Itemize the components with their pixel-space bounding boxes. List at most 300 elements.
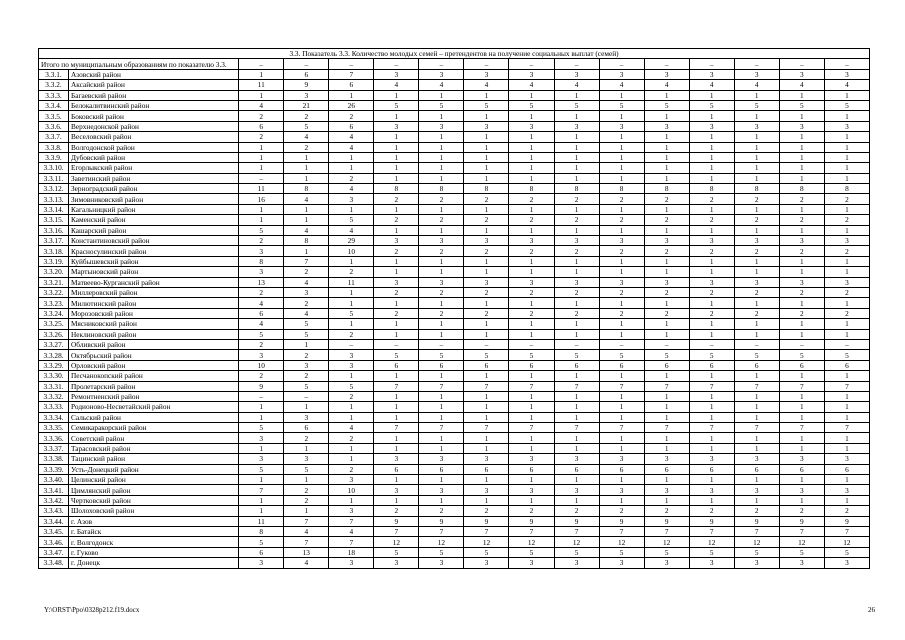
cell-value: 1 — [239, 204, 284, 214]
cell-value: 3 — [419, 277, 464, 287]
cell-value: 3 — [689, 485, 734, 495]
cell-value: 1 — [419, 256, 464, 266]
cell-value: 2 — [779, 194, 824, 204]
cell-value: 1 — [734, 142, 779, 152]
cell-value: 1 — [644, 433, 689, 443]
cell-value: 3 — [734, 69, 779, 79]
cell-value: 3 — [464, 277, 509, 287]
cell-value: 2 — [329, 464, 374, 474]
cell-value: 2 — [284, 111, 329, 121]
cell-value: 1 — [824, 391, 869, 401]
cell-value: 1 — [329, 298, 374, 308]
table-row — [39, 111, 870, 121]
cell-value: 7 — [464, 526, 509, 536]
cell-value: 3 — [599, 236, 644, 246]
cell-value: 1 — [329, 412, 374, 422]
cell-value: 1 — [689, 173, 734, 183]
cell-value: 1 — [329, 256, 374, 266]
cell-value: – — [239, 391, 284, 401]
cell-value: 5 — [554, 100, 599, 110]
cell-value: 1 — [554, 142, 599, 152]
cell-value: – — [689, 339, 734, 349]
cell-value: 3 — [734, 121, 779, 131]
cell-value: 5 — [509, 100, 554, 110]
row-number: 3.3.42. — [39, 495, 69, 505]
cell-value: 6 — [239, 547, 284, 557]
cell-value: 2 — [284, 267, 329, 277]
cell-value: 2 — [509, 246, 554, 256]
municipality-name: Тарасовский район — [69, 443, 239, 453]
cell-value: 3 — [644, 121, 689, 131]
cell-value: 5 — [464, 100, 509, 110]
cell-value: 1 — [824, 173, 869, 183]
row-number: 3.3.9. — [39, 152, 69, 162]
cell-value: 1 — [419, 475, 464, 485]
cell-value: 6 — [824, 464, 869, 474]
municipality-name: Советский район — [69, 433, 239, 443]
cell-value: – — [419, 339, 464, 349]
cell-value: 1 — [599, 443, 644, 453]
municipality-name: Семикаракорский район — [69, 423, 239, 433]
cell-value: 1 — [374, 433, 419, 443]
cell-value: 1 — [329, 319, 374, 329]
row-number: 3.3.20. — [39, 267, 69, 277]
cell-value: 3 — [644, 558, 689, 568]
cell-value: 6 — [419, 464, 464, 474]
cell-value: 2 — [734, 506, 779, 516]
cell-value: 3 — [644, 236, 689, 246]
municipality-name: Белокалитвинский район — [69, 100, 239, 110]
cell-value: 2 — [284, 495, 329, 505]
cell-value: 1 — [779, 329, 824, 339]
table-row — [39, 215, 870, 225]
cell-value: 12 — [554, 537, 599, 547]
cell-value: 1 — [779, 111, 824, 121]
cell-value: 1 — [779, 163, 824, 173]
cell-value: 3 — [329, 350, 374, 360]
cell-value: 1 — [554, 402, 599, 412]
municipality-name: Октябрьский район — [69, 350, 239, 360]
cell-value: 1 — [689, 90, 734, 100]
cell-value: – — [374, 339, 419, 349]
cell-value: 6 — [689, 360, 734, 370]
row-number: 3.3.28. — [39, 350, 69, 360]
cell-value: 4 — [329, 225, 374, 235]
cell-value: 1 — [779, 391, 824, 401]
cell-value: 1 — [779, 402, 824, 412]
cell-value: 1 — [644, 371, 689, 381]
cell-value: 1 — [824, 256, 869, 266]
cell-value: 5 — [374, 547, 419, 557]
cell-value: 1 — [554, 111, 599, 121]
cell-value: 3 — [779, 454, 824, 464]
cell-value: 4 — [509, 80, 554, 90]
cell-value: 1 — [419, 111, 464, 121]
cell-value: 5 — [779, 350, 824, 360]
cell-value: 1 — [329, 454, 374, 464]
cell-value: 2 — [644, 194, 689, 204]
cell-value: 1 — [374, 443, 419, 453]
cell-value: 1 — [734, 256, 779, 266]
cell-value: 1 — [374, 173, 419, 183]
cell-value: 6 — [374, 360, 419, 370]
cell-value: 7 — [419, 381, 464, 391]
cell-value: 2 — [824, 287, 869, 297]
cell-value: 3 — [464, 121, 509, 131]
table-row — [39, 547, 870, 557]
cell-value: 5 — [554, 350, 599, 360]
cell-value: 3 — [824, 558, 869, 568]
cell-value: 2 — [824, 506, 869, 516]
total-value: – — [734, 59, 779, 69]
cell-value: 1 — [599, 111, 644, 121]
row-number: 3.3.4. — [39, 100, 69, 110]
cell-value: 1 — [734, 371, 779, 381]
cell-value: 1 — [509, 298, 554, 308]
cell-value: 1 — [824, 329, 869, 339]
cell-value: 1 — [599, 90, 644, 100]
cell-value: 8 — [419, 184, 464, 194]
cell-value: 4 — [419, 80, 464, 90]
cell-value: 2 — [239, 236, 284, 246]
table-row — [39, 121, 870, 131]
cell-value: 6 — [779, 464, 824, 474]
cell-value: 7 — [554, 381, 599, 391]
cell-value: 7 — [374, 381, 419, 391]
row-number: 3.3.40. — [39, 475, 69, 485]
cell-value: 1 — [239, 163, 284, 173]
cell-value: 1 — [239, 495, 284, 505]
cell-value: 1 — [509, 173, 554, 183]
cell-value: 1 — [464, 495, 509, 505]
cell-value: 2 — [284, 350, 329, 360]
cell-value: 5 — [644, 100, 689, 110]
cell-value: – — [599, 339, 644, 349]
cell-value: 1 — [644, 412, 689, 422]
cell-value: 7 — [509, 526, 554, 536]
cell-value: 1 — [509, 495, 554, 505]
cell-value: 1 — [824, 152, 869, 162]
cell-value: 1 — [419, 443, 464, 453]
cell-value: 1 — [554, 443, 599, 453]
cell-value: 1 — [779, 132, 824, 142]
cell-value: 1 — [284, 204, 329, 214]
cell-value: 7 — [734, 423, 779, 433]
cell-value: 1 — [464, 173, 509, 183]
cell-value: 2 — [779, 506, 824, 516]
cell-value: 1 — [284, 506, 329, 516]
cell-value: 16 — [239, 194, 284, 204]
row-number: 3.3.45. — [39, 526, 69, 536]
cell-value: 1 — [599, 433, 644, 443]
cell-value: 1 — [464, 402, 509, 412]
cell-value: 5 — [329, 381, 374, 391]
cell-value: 12 — [599, 537, 644, 547]
cell-value: 5 — [464, 350, 509, 360]
cell-value: 2 — [779, 287, 824, 297]
cell-value: 1 — [554, 225, 599, 235]
cell-value: 3 — [599, 69, 644, 79]
cell-value: 1 — [779, 267, 824, 277]
cell-value: 1 — [824, 225, 869, 235]
cell-value: 1 — [239, 90, 284, 100]
cell-value: 1 — [644, 475, 689, 485]
cell-value: 2 — [419, 506, 464, 516]
cell-value: 4 — [779, 80, 824, 90]
cell-value: 1 — [689, 391, 734, 401]
row-number: 3.3.24. — [39, 308, 69, 318]
cell-value: 10 — [329, 246, 374, 256]
cell-value: 1 — [779, 204, 824, 214]
cell-value: 1 — [689, 329, 734, 339]
municipality-name: Целинский район — [69, 475, 239, 485]
municipality-name: Шолоховский район — [69, 506, 239, 516]
cell-value: 1 — [419, 225, 464, 235]
cell-value: 5 — [329, 215, 374, 225]
cell-value: 2 — [644, 215, 689, 225]
cell-value: 1 — [419, 132, 464, 142]
cell-value: 4 — [284, 558, 329, 568]
table-row — [39, 360, 870, 370]
cell-value: 12 — [779, 537, 824, 547]
cell-value: 3 — [419, 485, 464, 495]
cell-value: 6 — [464, 360, 509, 370]
cell-value: 3 — [239, 558, 284, 568]
cell-value: 3 — [464, 485, 509, 495]
cell-value: 3 — [689, 69, 734, 79]
cell-value: 3 — [644, 454, 689, 464]
cell-value: 7 — [734, 526, 779, 536]
cell-value: 1 — [329, 371, 374, 381]
cell-value: 1 — [284, 246, 329, 256]
cell-value: 1 — [374, 111, 419, 121]
table-row — [39, 339, 870, 349]
cell-value: 6 — [374, 464, 419, 474]
table-row — [39, 69, 870, 79]
cell-value: 5 — [419, 547, 464, 557]
cell-value: 5 — [599, 547, 644, 557]
cell-value: 10 — [329, 485, 374, 495]
cell-value: 2 — [824, 308, 869, 318]
cell-value: 9 — [779, 516, 824, 526]
cell-value: 4 — [284, 132, 329, 142]
cell-value: 3 — [554, 485, 599, 495]
cell-value: 12 — [734, 537, 779, 547]
cell-value: 9 — [374, 516, 419, 526]
cell-value: 2 — [689, 194, 734, 204]
row-number: 3.3.6. — [39, 121, 69, 131]
cell-value: 1 — [464, 371, 509, 381]
cell-value: 1 — [374, 142, 419, 152]
row-number: 3.3.17. — [39, 236, 69, 246]
row-number: 3.3.3. — [39, 90, 69, 100]
cell-value: 1 — [554, 329, 599, 339]
cell-value: 12 — [824, 537, 869, 547]
table-row — [39, 204, 870, 214]
cell-value: 1 — [824, 132, 869, 142]
cell-value: 1 — [374, 371, 419, 381]
cell-value: 2 — [374, 506, 419, 516]
table-row — [39, 142, 870, 152]
municipality-name: Дубовский район — [69, 152, 239, 162]
cell-value: 1 — [779, 433, 824, 443]
table-row — [39, 495, 870, 505]
cell-value: 3 — [374, 485, 419, 495]
cell-value: 4 — [239, 319, 284, 329]
cell-value: – — [509, 339, 554, 349]
cell-value: 3 — [239, 350, 284, 360]
table-row — [39, 152, 870, 162]
cell-value: 3 — [644, 69, 689, 79]
cell-value: 1 — [734, 173, 779, 183]
cell-value: 1 — [734, 298, 779, 308]
cell-value: 1 — [464, 443, 509, 453]
cell-value: 2 — [554, 308, 599, 318]
total-value: – — [599, 59, 644, 69]
cell-value: 1 — [644, 256, 689, 266]
cell-value: 2 — [239, 371, 284, 381]
table-row — [39, 475, 870, 485]
cell-value: 3 — [464, 236, 509, 246]
cell-value: 3 — [419, 236, 464, 246]
cell-value: 8 — [284, 236, 329, 246]
cell-value: 5 — [284, 319, 329, 329]
cell-value: 3 — [734, 454, 779, 464]
cell-value: 6 — [329, 121, 374, 131]
row-number: 3.3.8. — [39, 142, 69, 152]
cell-value: 3 — [509, 454, 554, 464]
cell-value: – — [734, 339, 779, 349]
cell-value: 11 — [239, 516, 284, 526]
cell-value: 2 — [509, 308, 554, 318]
municipality-name: Усть-Донецкий район — [69, 464, 239, 474]
row-number: 3.3.7. — [39, 132, 69, 142]
cell-value: 3 — [824, 121, 869, 131]
cell-value: 2 — [374, 246, 419, 256]
municipality-name: Верхнедонской район — [69, 121, 239, 131]
row-number: 3.3.14. — [39, 204, 69, 214]
cell-value: 7 — [644, 423, 689, 433]
municipality-name: Обливский район — [69, 339, 239, 349]
cell-value: – — [464, 339, 509, 349]
footer-page-number: 26 — [868, 606, 875, 614]
cell-value: 6 — [824, 360, 869, 370]
cell-value: 3 — [464, 454, 509, 464]
cell-value: 1 — [644, 152, 689, 162]
cell-value: 1 — [734, 443, 779, 453]
cell-value: 2 — [734, 194, 779, 204]
cell-value: 2 — [599, 215, 644, 225]
total-value: – — [239, 59, 284, 69]
cell-value: 9 — [554, 516, 599, 526]
cell-value: 1 — [419, 90, 464, 100]
cell-value: 1 — [689, 433, 734, 443]
cell-value: 1 — [599, 412, 644, 422]
cell-value: 1 — [464, 152, 509, 162]
cell-value: 9 — [419, 516, 464, 526]
cell-value: 7 — [599, 381, 644, 391]
cell-value: 1 — [509, 433, 554, 443]
cell-value: 1 — [689, 225, 734, 235]
municipality-name: Пролетарский район — [69, 381, 239, 391]
cell-value: 6 — [644, 464, 689, 474]
municipality-name: г. Батайск — [69, 526, 239, 536]
cell-value: 1 — [419, 412, 464, 422]
cell-value: 3 — [779, 121, 824, 131]
cell-value: 1 — [374, 225, 419, 235]
cell-value: 3 — [734, 558, 779, 568]
cell-value: – — [239, 173, 284, 183]
cell-value: 3 — [824, 236, 869, 246]
cell-value: 3 — [824, 69, 869, 79]
municipality-name: Миллеровский район — [69, 287, 239, 297]
cell-value: 1 — [509, 152, 554, 162]
cell-value: 5 — [734, 547, 779, 557]
cell-value: 7 — [329, 516, 374, 526]
row-number: 3.3.48. — [39, 558, 69, 568]
cell-value: 3 — [689, 277, 734, 287]
municipality-name: Мартыновский район — [69, 267, 239, 277]
cell-value: 7 — [329, 69, 374, 79]
cell-value: 1 — [374, 267, 419, 277]
cell-value: 5 — [779, 547, 824, 557]
cell-value: 7 — [824, 381, 869, 391]
cell-value: 3 — [509, 121, 554, 131]
cell-value: 1 — [644, 329, 689, 339]
cell-value: 2 — [329, 267, 374, 277]
cell-value: 1 — [734, 225, 779, 235]
cell-value: 1 — [689, 163, 734, 173]
cell-value: 4 — [329, 184, 374, 194]
cell-value: 1 — [734, 163, 779, 173]
cell-value: 1 — [824, 319, 869, 329]
cell-value: 5 — [554, 547, 599, 557]
cell-value: 1 — [329, 90, 374, 100]
cell-value: 2 — [734, 308, 779, 318]
cell-value: 4 — [284, 194, 329, 204]
cell-value: 1 — [374, 163, 419, 173]
cell-value: 1 — [464, 132, 509, 142]
cell-value: 5 — [824, 350, 869, 360]
cell-value: 8 — [689, 184, 734, 194]
table-title-row — [39, 49, 870, 59]
cell-value: 1 — [464, 225, 509, 235]
cell-value: 3 — [239, 433, 284, 443]
cell-value: – — [554, 339, 599, 349]
cell-value: 2 — [284, 298, 329, 308]
table-row — [39, 194, 870, 204]
table-row — [39, 454, 870, 464]
cell-value: 5 — [464, 547, 509, 557]
cell-value: 1 — [644, 111, 689, 121]
table-row — [39, 236, 870, 246]
cell-value: 3 — [329, 475, 374, 485]
cell-value: 1 — [554, 132, 599, 142]
cell-value: 2 — [284, 142, 329, 152]
cell-value: 1 — [599, 225, 644, 235]
cell-value: 1 — [734, 111, 779, 121]
total-value: – — [644, 59, 689, 69]
table-row — [39, 246, 870, 256]
row-number: 3.3.25. — [39, 319, 69, 329]
cell-value: 1 — [464, 90, 509, 100]
cell-value: 1 — [419, 495, 464, 505]
cell-value: 2 — [419, 308, 464, 318]
cell-value: 5 — [374, 100, 419, 110]
cell-value: 1 — [419, 402, 464, 412]
cell-value: 3 — [779, 558, 824, 568]
cell-value: 4 — [329, 142, 374, 152]
